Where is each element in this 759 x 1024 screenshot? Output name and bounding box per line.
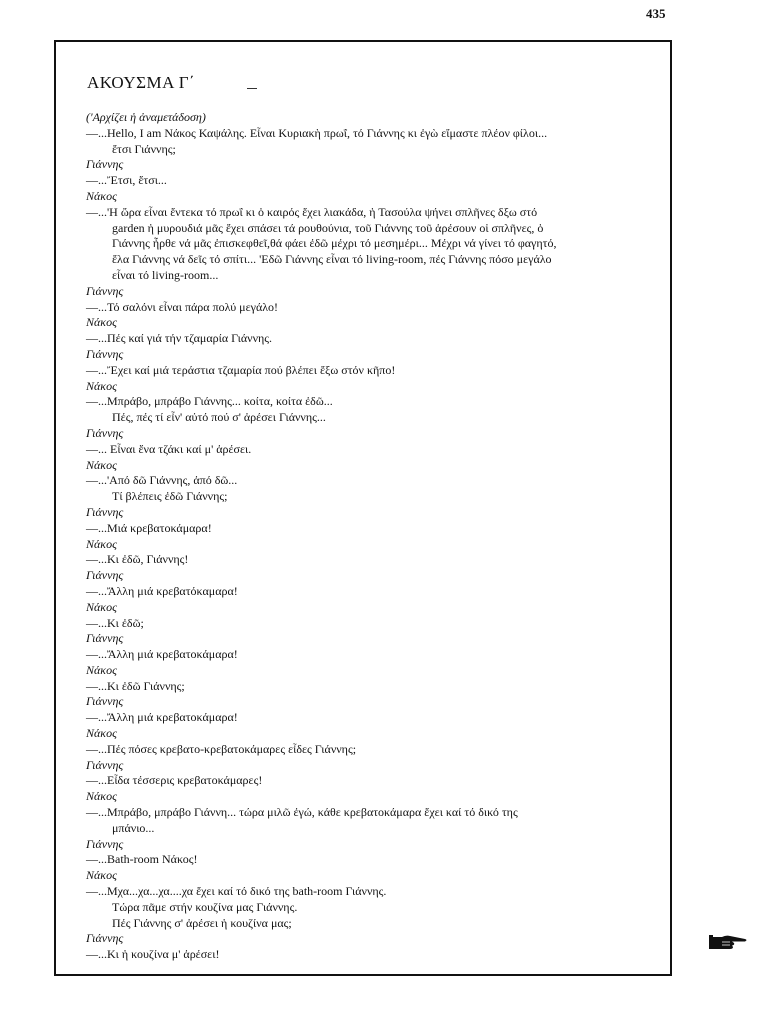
speaker-name: Γιάννης — [86, 631, 124, 646]
speech-line: —...Ἄλλη μιά κρεβατοκάμαρα! — [86, 647, 238, 662]
title-mark — [247, 88, 257, 89]
speaker-name: Γιάννης — [86, 694, 124, 709]
speaker-name: Γιάννης — [86, 568, 124, 583]
speech-line: —...'Η ὥρα εἶναι ἔντεκα τό πρωΐ κι ὁ καιρός ἔχει λιακάδα, ἡ Τασούλα ψήνει σπλῆνες δξω στό — [86, 204, 538, 219]
speech-line: —...Τό σαλόνι εἶναι πάρα πολύ μεγάλο! — [86, 299, 279, 314]
speech-line: —...Κι ἡ κουζίνα μ' ἀρέσει! — [86, 947, 220, 962]
speaker-name: Νάκος — [86, 188, 117, 203]
speaker-name: Γιάννης — [86, 346, 124, 361]
speaker-name: Νάκος — [86, 868, 117, 883]
speaker-name: Νάκος — [86, 536, 117, 551]
section-title: ΑΚΟΥΣΜΑ Γ΄ — [87, 73, 196, 92]
speaker-name: Νάκος — [86, 599, 117, 614]
speaker-name: Νάκος — [86, 378, 117, 393]
speech-continuation: ἔτσι Γιάννης; — [112, 141, 176, 156]
speech-continuation: Πές Γιάννης σ' ἀρέσει ἡ κουζίνα μας; — [112, 915, 292, 930]
speech-line: —...Πές πόσες κρεβατο-κρεβατοκάμαρες εἶδες Γιάννης; — [86, 741, 357, 756]
speech-line: —...Μιά κρεβατοκάμαρα! — [86, 520, 212, 535]
speech-continuation: Πές, πές τί εἶν' αὐτό πού σ' ἀρέσει Γιάννης... — [112, 410, 326, 425]
speech-line: —...Bath-room Νάκος! — [86, 852, 198, 867]
speaker-name: Νάκος — [86, 789, 117, 804]
page-number: 435 — [646, 6, 666, 21]
speech-continuation: μπάνιο... — [112, 820, 155, 835]
speech-continuation: Γιάννης ἦρθε νά μᾶς ἐπισκεφθεῖ,θά φάει ἐδῶ μέχρι τό μεσημέρι... Μέχρι νά γίνει τό φαγητό, — [112, 236, 557, 251]
speaker-name: Γιάννης — [86, 836, 124, 851]
speech-line: —...Πές καί γιά τήν τζαμαρία Γιάννης. — [86, 331, 273, 346]
speech-line: —...Εἶδα τέσσερις κρεβατοκάμαρες! — [86, 773, 263, 788]
speech-line: —...Μπράβο, μπράβο Γιάννης... κοίτα, κοίτα ἐδῶ... — [86, 394, 333, 409]
speech-continuation: garden ἡ μυρουδιά μᾶς ἔχει σπάσει τά ρουθούνια, τοῦ Γιάννης τοῦ ἀρέσουν οἱ σπλῆνες, ὁ — [112, 220, 544, 235]
speech-continuation: ἔλα Γιάννης νά δεῖς τό σπίτι... 'Εδῶ Γιάννης εἶναι τό living-room, πές Γιάννης πόσο μεγάλο — [112, 252, 552, 267]
speech-line: —...Ἄλλη μιά κρεβατόκαμαρα! — [86, 583, 238, 598]
stage-direction: ('Αρχίζει ἡ ἀναμετάδοση) — [86, 110, 206, 124]
speech-line: —...Κι ἐδῶ; — [86, 615, 144, 630]
speech-line: —...Κι ἐδῶ, Γιάννης! — [86, 552, 189, 567]
speech-line: —...'Από δῶ Γιάννης, ἀπό δῶ... — [86, 473, 238, 488]
dialogue-transcript — [86, 110, 666, 963]
speech-line: —...Hello, I am Νάκος Καψάλης. Εἶναι Κυριακὴ πρωΐ, τό Γιάννης κι ἐγὼ εἴμαστε πλέον φίλοι... — [86, 125, 548, 140]
speaker-name: Γιάννης — [86, 504, 124, 519]
speaker-name: Νάκος — [86, 457, 117, 472]
speaker-name: Νάκος — [86, 726, 117, 741]
speech-line: —...Ἔχει καί μιά τεράστια τζαμαρία πού βλέπει ἔξω στόν κῆπο! — [86, 362, 396, 377]
speech-continuation: εἶναι τό living-room... — [112, 267, 219, 282]
speech-continuation: Τί βλέπεις ἐδῶ Γιάννης; — [112, 489, 228, 504]
speech-line: —... Εἶναι ἕνα τζάκι καί μ' ἀρέσει. — [86, 441, 252, 456]
speech-line: —...Μχα...χα...χα....χα ἔχει καί τό δικό της bath-room Γιάννης. — [86, 884, 387, 899]
speech-line: —...Μπράβο, μπράβο Γιάννη... τώρα μιλῶ ἐγώ, κάθε κρεβατοκάμαρα ἔχει καί τό δικό της — [86, 805, 518, 820]
speech-line: —...Ἄλλη μιά κρεβατοκάμαρα! — [86, 710, 238, 725]
speech-continuation: Τώρα πᾶμε στήν κουζίνα μας Γιάννης. — [112, 899, 298, 914]
speaker-name: Νάκος — [86, 662, 117, 677]
speaker-name: Γιάννης — [86, 425, 124, 440]
speaker-name: Νάκος — [86, 315, 117, 330]
speaker-name: Γιάννης — [86, 157, 124, 172]
speaker-name: Γιάννης — [86, 283, 124, 298]
speaker-name: Γιάννης — [86, 757, 124, 772]
speaker-name: Γιάννης — [86, 931, 124, 946]
pointing-hand-icon — [708, 933, 748, 951]
speech-line: —...Κι ἐδῶ Γιάννης; — [86, 678, 185, 693]
speech-line: —...Ἔτσι, ἔτσι... — [86, 173, 167, 188]
